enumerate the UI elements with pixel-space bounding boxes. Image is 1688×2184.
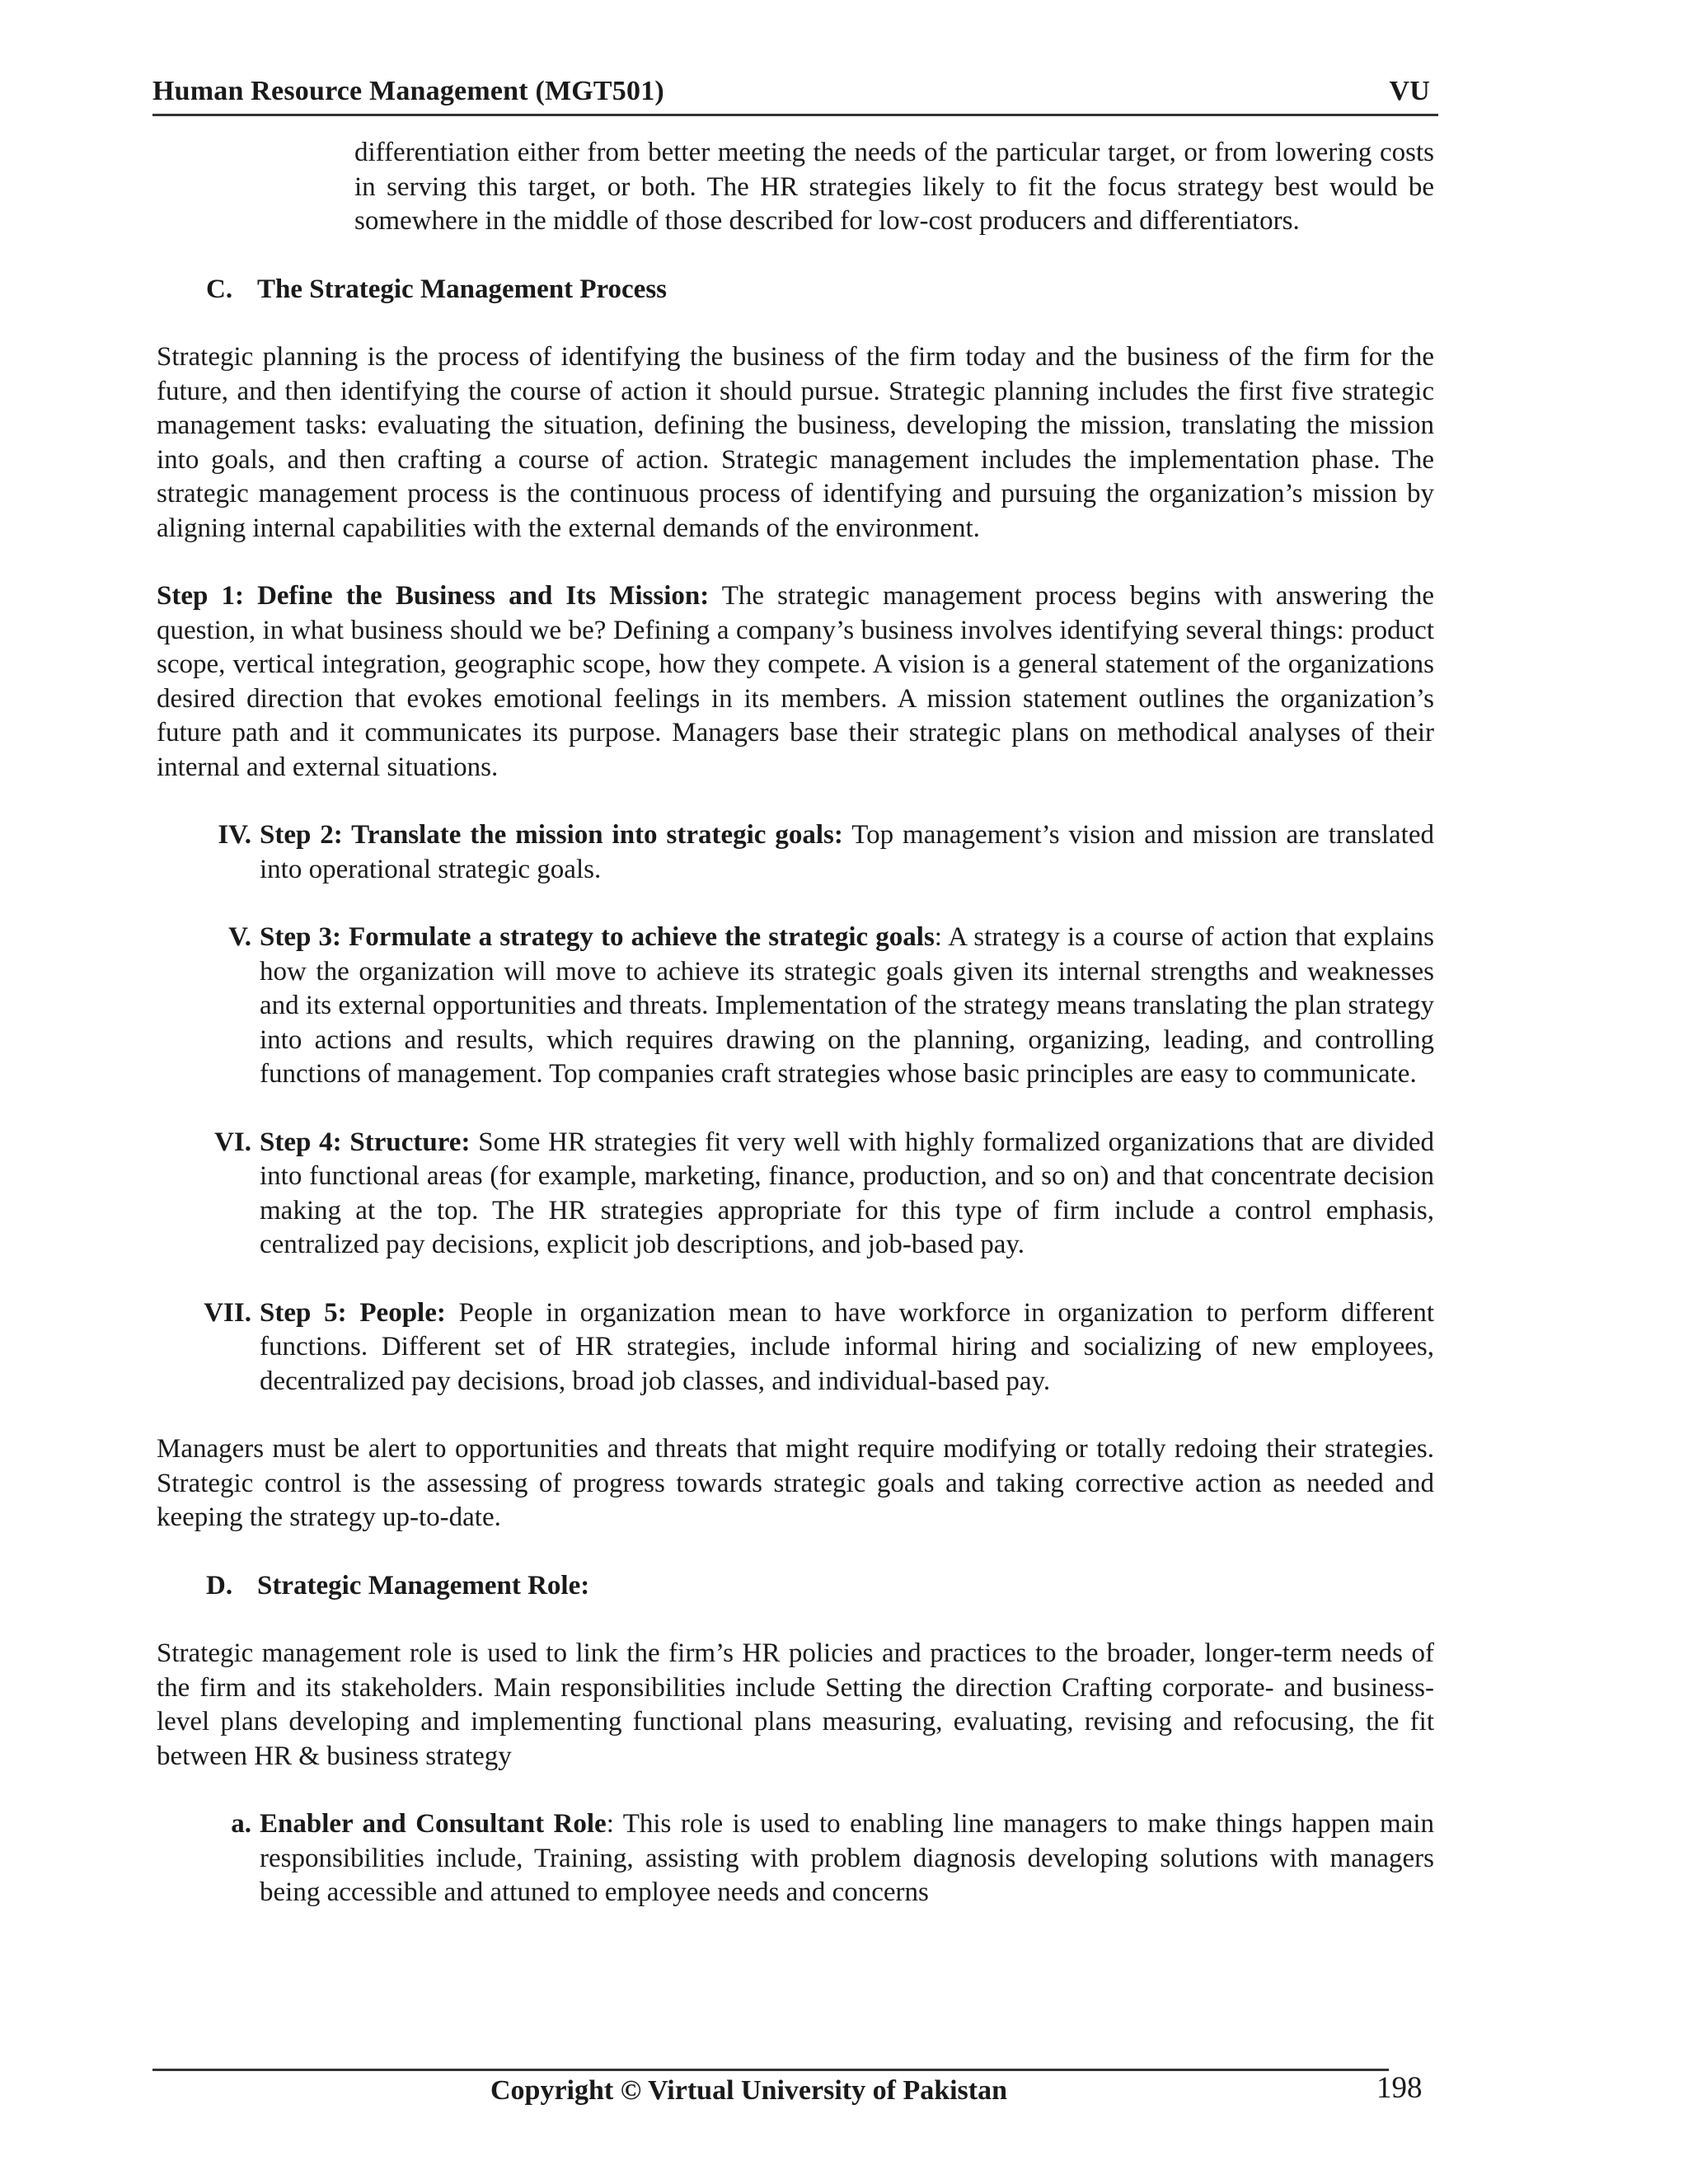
section-c-heading — [157, 273, 1434, 307]
step1-text: The strategic management process begins with answering the question, in what business should we be? Defining a company’s business involves identifying several things: product scope, vertical integration, geographic scope, how they compete. A vision is a general statement of the organizations desired direction that evokes emotional feelings in its members. A mission statement outlines the organization’s future path and it communicates its purpose. Managers base their strategic plans on methodical analyses of their internal and external situations. — [157, 581, 1434, 782]
role-paragraph: Strategic management role is used to link the firm’s HR policies and practices to the broader, longer-term needs of the firm and its stakeholders. Main responsibilities include Setting the direction Crafting corporate- and business-level plans developing and implementing functional plans measuring, evaluating, revising and refocusing, the fit between HR & business strategy — [157, 1638, 1434, 1771]
section-c-title: The Strategic Management Process — [257, 274, 668, 304]
step1-paragraph — [157, 579, 1434, 785]
step-label: Step 3: Formulate a strategy to achieve the strategic goals — [260, 922, 935, 952]
list-item — [157, 1126, 1434, 1263]
list-marker: a. — [231, 1809, 251, 1839]
managers-paragraph: Managers must be alert to opportunities and threats that might require modifying or totally redoing their strategies. Strategic control is the assessing of progress towards strategic goals and taking corrective action as needed and keeping the strategy up-to-date. — [157, 1434, 1434, 1532]
list-marker: V. — [228, 922, 251, 952]
step-label: Step 2: Translate the mission into strategic goals: — [260, 820, 843, 850]
footer-divider — [152, 2069, 1389, 2071]
step1-label: Step 1: Define the Business and Its Mission: — [157, 581, 710, 611]
step-label: Step 4: Structure: — [260, 1127, 471, 1157]
list-marker: IV. — [218, 820, 251, 850]
strategic-planning-paragraph: Strategic planning is the process of identifying the business of the firm today and the business of the firm for the future, and then identifying the course of action it should pursue. Strategic planning includes the first five strategic management tasks: evaluating the situation, defining the business, developing the mission, translating the mission into goals, and then crafting a course of action. Strategic management includes the implementation phase. The strategic management process is the continuous process of identifying and pursuing the organization’s mission by aligning internal capabilities with the external demands of the environment. — [157, 342, 1434, 543]
list-marker: VII. — [204, 1297, 251, 1328]
role-label: Enabler and Consultant Role — [260, 1809, 607, 1839]
list-item — [157, 921, 1434, 1092]
step-label: Step 5: People: — [260, 1297, 446, 1328]
page-content — [157, 136, 1434, 1910]
section-d-title: Strategic Management Role: — [257, 1570, 590, 1601]
list-item — [157, 818, 1434, 887]
section-d-marker: D. — [206, 1570, 233, 1601]
copyright-notice: Copyright © Virtual University of Pakistan — [490, 2075, 1008, 2106]
section-c-marker: C. — [206, 274, 233, 304]
page-number: 198 — [1376, 2071, 1423, 2105]
course-title: Human Resource Management (MGT501) — [152, 76, 664, 106]
list-item — [157, 1296, 1434, 1399]
page-header — [152, 76, 1430, 107]
section-d-heading — [157, 1569, 1434, 1604]
list-marker: VI. — [214, 1127, 251, 1157]
step-text: : A strategy is a course of action that explains how the organization will move to achieve its strategic goals given its internal strengths and weaknesses and its external opportunities and threats. Implementation of the strategy means translating the plan strategy into actions and results, which requires drawing on the planning, organizing, leading, and controlling functions of management. Top companies craft strategies whose basic principles are easy to communicate. — [260, 922, 1435, 1089]
step-text: Top management’s vision and mission are translated into operational strategic goals. — [260, 820, 1434, 884]
role-text: : This role is used to enabling line managers to make things happen main responsibilities include, Training, assisting with problem diagnosis developing solutions with managers being accessible and attuned to employee needs and concerns — [260, 1809, 1434, 1907]
step-text: People in organization mean to have workforce in organization to perform different functions. Different set of HR strategies, include informal hiring and socializing of new employees, decentralized pay decisions, broad job classes, and individual-based pay. — [260, 1297, 1434, 1396]
intro-paragraph: differentiation either from better meeting the needs of the particular target, or from lowering costs in serving this target, or both. The HR strategies likely to fit the focus strategy best would be somewhere in the middle of those described for low-cost producers and differentiators. — [354, 138, 1434, 236]
institution-abbrev: VU — [1389, 76, 1430, 106]
step-text: Some HR strategies fit very well with highly formalized organizations that are divided into functional areas (for example, marketing, finance, production, and so on) and that concentrate decision making at the top. The HR strategies appropriate for this type of firm include a control emphasis, centralized pay decisions, explicit job descriptions, and job-based pay. — [260, 1127, 1434, 1259]
list-item — [157, 1807, 1434, 1910]
header-divider — [152, 114, 1438, 116]
